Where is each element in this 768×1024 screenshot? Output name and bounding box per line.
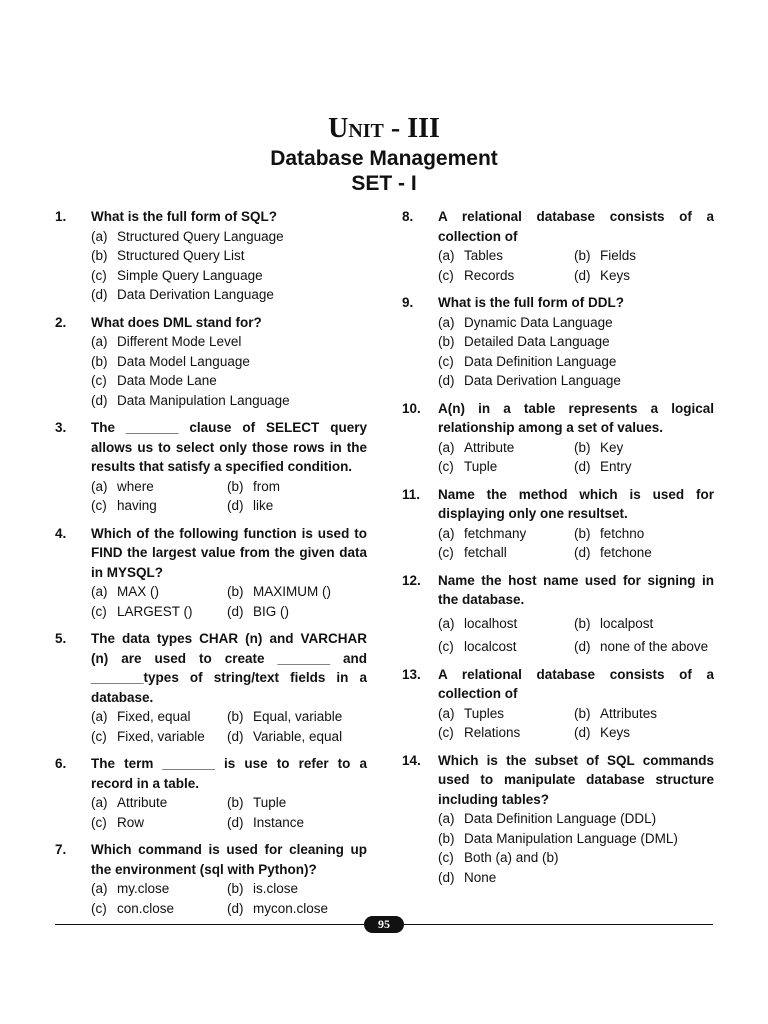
option-label: (b) bbox=[574, 705, 591, 721]
question-item bbox=[55, 754, 367, 832]
option-text: Tuple bbox=[464, 459, 498, 474]
option-item bbox=[438, 313, 714, 333]
option-label: (a) bbox=[91, 584, 108, 599]
unit-title: Unit - III bbox=[328, 113, 440, 144]
option-text: localcost bbox=[464, 639, 517, 654]
option-item bbox=[91, 727, 227, 747]
option-text: Attribute bbox=[464, 439, 515, 455]
option-item bbox=[91, 477, 227, 497]
page-header bbox=[0, 112, 768, 196]
option-label: (b) bbox=[574, 248, 591, 263]
option-item bbox=[91, 793, 227, 813]
option-item bbox=[91, 813, 227, 833]
option-item bbox=[574, 543, 714, 563]
question-item bbox=[55, 313, 367, 411]
option-label: (d) bbox=[227, 498, 244, 513]
option-text: Fixed, equal bbox=[117, 709, 191, 724]
option-item bbox=[227, 707, 367, 727]
question-item bbox=[402, 751, 714, 888]
option-item bbox=[91, 266, 367, 286]
option-label: (d) bbox=[574, 267, 591, 283]
option-item bbox=[438, 543, 574, 563]
option-text: None bbox=[464, 869, 497, 885]
option-text: is.close bbox=[253, 881, 299, 896]
option-text: Variable, equal bbox=[253, 728, 343, 744]
option-item bbox=[91, 371, 367, 391]
option-text: Row bbox=[117, 814, 145, 830]
option-label: (b) bbox=[227, 795, 244, 810]
option-label: (b) bbox=[227, 584, 244, 599]
option-label: (a) bbox=[91, 881, 108, 896]
options-list bbox=[438, 809, 714, 887]
question-number: 2. bbox=[55, 314, 67, 330]
option-text: Data Definition Language bbox=[464, 353, 617, 369]
option-item bbox=[438, 614, 574, 634]
question-text: What is the full form of SQL? bbox=[91, 209, 277, 224]
option-item bbox=[91, 352, 367, 372]
option-item bbox=[574, 614, 714, 634]
option-item bbox=[91, 332, 367, 352]
question-text: Name the method which is used for displaying only one resultset. bbox=[438, 486, 714, 521]
option-text: Equal, variable bbox=[253, 709, 343, 724]
option-item bbox=[438, 524, 574, 544]
option-item bbox=[91, 246, 367, 266]
option-text: BIG () bbox=[253, 603, 289, 619]
option-label: (b) bbox=[227, 881, 244, 896]
option-item bbox=[227, 793, 367, 813]
option-text: Data Model Language bbox=[117, 353, 250, 369]
option-item bbox=[91, 879, 227, 899]
option-text: where bbox=[117, 478, 154, 494]
option-label: (c) bbox=[438, 353, 454, 369]
options-list bbox=[91, 879, 367, 918]
option-label: (c) bbox=[438, 850, 454, 865]
option-item bbox=[227, 727, 367, 747]
option-item bbox=[438, 637, 574, 657]
question-item bbox=[55, 629, 367, 746]
option-label: (a) bbox=[91, 709, 108, 724]
option-text: con.close bbox=[117, 900, 175, 916]
options-list bbox=[91, 227, 367, 305]
option-text: like bbox=[253, 498, 274, 513]
option-text: Keys bbox=[600, 267, 631, 283]
option-item bbox=[574, 457, 714, 477]
option-item bbox=[438, 438, 574, 458]
option-label: (c) bbox=[91, 267, 107, 283]
option-item bbox=[91, 391, 367, 411]
option-label: (c) bbox=[438, 639, 454, 654]
question-text: Which is the subset of SQL commands used to manipulate database structure including tables? bbox=[438, 752, 714, 807]
option-label: (d) bbox=[91, 287, 108, 302]
option-text: MAX () bbox=[117, 584, 159, 599]
option-text: localhost bbox=[464, 615, 518, 631]
option-text: fetchmany bbox=[464, 525, 527, 541]
option-item bbox=[574, 246, 714, 266]
option-label: (d) bbox=[227, 728, 244, 744]
option-item bbox=[574, 637, 714, 657]
option-text: Keys bbox=[600, 725, 631, 740]
option-text: Instance bbox=[253, 814, 305, 830]
options-list bbox=[438, 704, 714, 743]
question-number: 1. bbox=[55, 209, 67, 224]
question-number: 8. bbox=[402, 209, 414, 224]
option-label: (d) bbox=[574, 725, 591, 740]
option-text: Attributes bbox=[600, 705, 658, 721]
option-text: Entry bbox=[600, 459, 632, 474]
option-label: (c) bbox=[91, 498, 107, 513]
option-label: (a) bbox=[438, 248, 455, 263]
option-item bbox=[438, 829, 714, 849]
option-item bbox=[574, 438, 714, 458]
option-label: (c) bbox=[91, 900, 107, 916]
option-label: (c) bbox=[91, 728, 107, 744]
question-number: 5. bbox=[55, 631, 67, 646]
option-text: LARGEST () bbox=[117, 603, 193, 619]
option-text: Structured Query List bbox=[117, 248, 245, 263]
left-column bbox=[55, 207, 367, 926]
question-item bbox=[402, 665, 714, 743]
options-list bbox=[438, 246, 714, 285]
option-text: Tuple bbox=[253, 795, 287, 810]
option-label: (d) bbox=[574, 459, 591, 474]
option-text: localpost bbox=[600, 615, 654, 631]
option-item bbox=[574, 704, 714, 724]
question-number: 7. bbox=[55, 842, 67, 857]
option-text: Both (a) and (b) bbox=[464, 850, 559, 865]
options-list bbox=[438, 313, 714, 391]
question-number: 11. bbox=[402, 486, 421, 502]
question-text: What does DML stand for? bbox=[91, 314, 262, 330]
option-label: (c) bbox=[91, 373, 107, 388]
option-label: (a) bbox=[438, 525, 455, 541]
option-text: fetchno bbox=[600, 525, 645, 541]
question-number: 6. bbox=[55, 756, 67, 771]
question-text: The data types CHAR (n) and VARCHAR (n) are used to create _______ and _______types of string/text fields in a database. bbox=[91, 631, 367, 705]
option-text: Data Derivation Language bbox=[117, 287, 274, 302]
option-label: (a) bbox=[438, 615, 455, 631]
option-item bbox=[91, 496, 227, 516]
option-item bbox=[574, 524, 714, 544]
set-title: SET - I bbox=[351, 172, 417, 195]
option-text: MAXIMUM () bbox=[253, 584, 331, 599]
option-label: (d) bbox=[91, 392, 108, 408]
question-text: Which of the following function is used to FIND the largest value from the given data in MYSQL? bbox=[91, 525, 367, 580]
question-item bbox=[402, 207, 714, 285]
option-item bbox=[91, 602, 227, 622]
option-item bbox=[438, 352, 714, 372]
option-label: (a) bbox=[438, 439, 455, 455]
option-text: my.close bbox=[117, 881, 170, 896]
option-text: having bbox=[117, 498, 157, 513]
option-text: Fixed, variable bbox=[117, 728, 205, 744]
option-label: (d) bbox=[227, 900, 244, 916]
option-item bbox=[438, 266, 574, 286]
option-label: (a) bbox=[438, 314, 455, 330]
option-item bbox=[91, 707, 227, 727]
question-number: 13. bbox=[402, 666, 421, 682]
option-item bbox=[574, 723, 714, 743]
option-text: Data Mode Lane bbox=[117, 373, 217, 388]
subject-title: Database Management bbox=[270, 147, 498, 170]
option-label: (c) bbox=[91, 603, 107, 619]
question-number: 12. bbox=[402, 572, 421, 588]
option-text: Data Manipulation Language bbox=[117, 392, 290, 408]
option-text: Data Definition Language (DDL) bbox=[464, 811, 657, 826]
option-label: (a) bbox=[91, 478, 108, 494]
option-text: Fields bbox=[600, 248, 637, 263]
option-item bbox=[91, 582, 227, 602]
question-item bbox=[55, 840, 367, 918]
option-label: (d) bbox=[227, 814, 244, 830]
option-text: Records bbox=[464, 267, 515, 283]
question-item bbox=[402, 571, 714, 657]
option-text: Key bbox=[600, 439, 624, 455]
option-text: Dynamic Data Language bbox=[464, 314, 613, 330]
question-item bbox=[55, 207, 367, 305]
option-label: (b) bbox=[574, 615, 591, 631]
question-item bbox=[402, 293, 714, 391]
option-text: Attribute bbox=[117, 795, 168, 810]
option-text: from bbox=[253, 478, 280, 494]
option-text: mycon.close bbox=[253, 900, 329, 916]
question-text: A relational database consists of a collection of bbox=[438, 666, 714, 701]
options-list bbox=[91, 332, 367, 410]
question-item bbox=[402, 399, 714, 477]
options-list bbox=[91, 793, 367, 832]
option-label: (b) bbox=[91, 248, 108, 263]
question-text: A relational database consists of a collection of bbox=[438, 209, 714, 244]
option-text: fetchone bbox=[600, 545, 652, 560]
options-list bbox=[438, 614, 714, 657]
option-item bbox=[438, 371, 714, 391]
right-column bbox=[402, 207, 714, 895]
question-item bbox=[55, 524, 367, 622]
option-text: Data Derivation Language bbox=[464, 373, 621, 388]
option-item bbox=[574, 266, 714, 286]
option-label: (b) bbox=[574, 525, 591, 541]
option-text: Data Manipulation Language (DML) bbox=[464, 830, 678, 846]
option-label: (a) bbox=[438, 705, 455, 721]
option-item bbox=[91, 899, 227, 919]
question-number: 9. bbox=[402, 295, 414, 310]
option-item bbox=[438, 457, 574, 477]
option-label: (c) bbox=[438, 545, 454, 560]
option-label: (b) bbox=[227, 478, 244, 494]
question-text: What is the full form of DDL? bbox=[438, 295, 624, 310]
option-item bbox=[227, 813, 367, 833]
option-label: (d) bbox=[574, 545, 591, 560]
option-label: (b) bbox=[574, 439, 591, 455]
option-text: Different Mode Level bbox=[117, 334, 242, 349]
option-item bbox=[227, 477, 367, 497]
option-text: Simple Query Language bbox=[117, 267, 263, 283]
option-item bbox=[438, 723, 574, 743]
option-item bbox=[227, 602, 367, 622]
question-text: The term _______ is use to refer to a record in a table. bbox=[91, 756, 367, 791]
option-label: (b) bbox=[91, 353, 108, 369]
option-label: (b) bbox=[227, 709, 244, 724]
option-label: (c) bbox=[91, 814, 107, 830]
question-number: 14. bbox=[402, 752, 421, 768]
page-number: 95 bbox=[364, 916, 404, 933]
option-label: (b) bbox=[438, 334, 455, 349]
option-item bbox=[438, 332, 714, 352]
option-item bbox=[227, 496, 367, 516]
option-item bbox=[227, 899, 367, 919]
option-item bbox=[438, 809, 714, 829]
option-label: (a) bbox=[91, 334, 108, 349]
option-label: (a) bbox=[91, 228, 108, 244]
option-label: (d) bbox=[574, 639, 591, 654]
question-text: A(n) in a table represents a logical relationship among a set of values. bbox=[438, 400, 714, 435]
option-item bbox=[227, 582, 367, 602]
question-text: The _______ clause of SELECT query allows us to select only those rows in the results that satisfy a specified condition. bbox=[91, 420, 367, 474]
options-list bbox=[438, 438, 714, 477]
question-number: 10. bbox=[402, 400, 421, 416]
option-text: fetchall bbox=[464, 545, 507, 560]
options-list bbox=[91, 707, 367, 746]
option-text: Detailed Data Language bbox=[464, 334, 610, 349]
option-label: (c) bbox=[438, 459, 454, 474]
option-label: (c) bbox=[438, 725, 454, 740]
option-label: (a) bbox=[438, 811, 455, 826]
question-text: Name the host name used for signing in the database. bbox=[438, 572, 714, 607]
option-item bbox=[438, 868, 714, 888]
option-item bbox=[91, 285, 367, 305]
question-text: Which command is used for cleaning up the environment (sql with Python)? bbox=[91, 842, 367, 877]
option-item bbox=[438, 246, 574, 266]
option-text: Relations bbox=[464, 725, 521, 740]
question-item bbox=[55, 418, 367, 516]
option-label: (d) bbox=[227, 603, 244, 619]
option-text: Structured Query Language bbox=[117, 228, 284, 244]
option-text: Tuples bbox=[464, 705, 505, 721]
question-item bbox=[402, 485, 714, 563]
options-list bbox=[91, 477, 367, 516]
option-label: (d) bbox=[438, 869, 455, 885]
options-list bbox=[91, 582, 367, 621]
option-text: none of the above bbox=[600, 639, 709, 654]
option-label: (d) bbox=[438, 373, 455, 388]
option-item bbox=[91, 227, 367, 247]
option-label: (a) bbox=[91, 795, 108, 810]
option-item bbox=[438, 848, 714, 868]
option-text: Tables bbox=[464, 248, 504, 263]
option-item bbox=[227, 879, 367, 899]
question-number: 3. bbox=[55, 420, 67, 435]
option-label: (c) bbox=[438, 267, 454, 283]
question-number: 4. bbox=[55, 525, 67, 541]
option-item bbox=[438, 704, 574, 724]
options-list bbox=[438, 524, 714, 563]
option-label: (b) bbox=[438, 830, 455, 846]
